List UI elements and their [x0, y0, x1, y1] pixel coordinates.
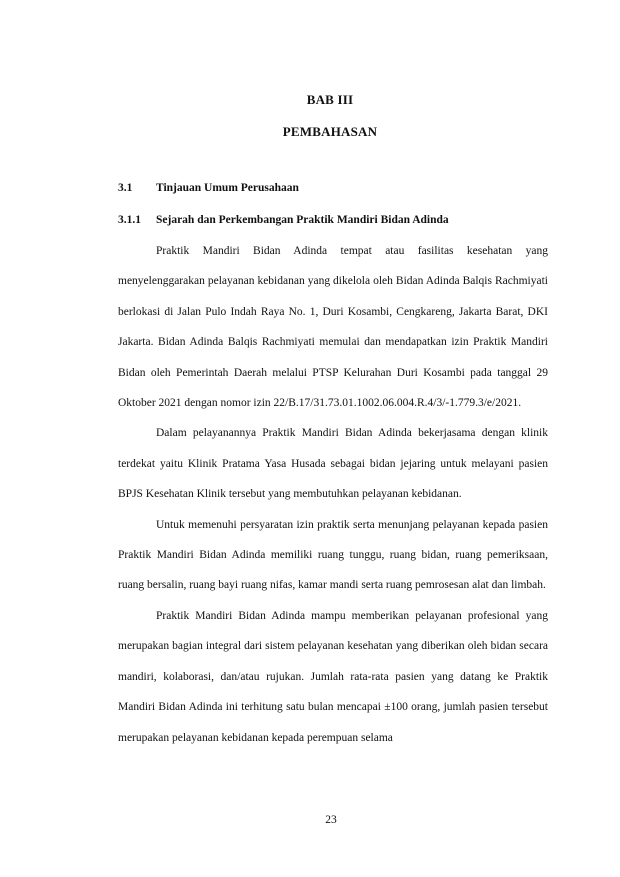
chapter-title: PEMBAHASAN: [282, 124, 378, 139]
section-title: Tinjauan Umum Perusahaan: [156, 182, 299, 194]
paragraph: Praktik Mandiri Bidan Adinda mampu memberikan pelayanan profesional yang merupakan bagian integral dari sistem pelayanan kesehatan yang diberikan oleh bidan secara mandiri, kolaborasi, dan/atau rujukan. Jumlah rata-rata pasien yang datang ke Praktik Mandiri Bidan Adinda ini terhitung satu bulan mencapai ±100 orang, jumlah pasien tersebut merupakan pelayanan kebidanan kepada perempuan selama: [118, 609, 548, 744]
section-number: 3.1: [118, 182, 133, 194]
paragraph: Praktik Mandiri Bidan Adinda tempat atau fasilitas kesehatan yang menyelenggarakan pelayanan kebidanan yang dikelola oleh Bidan Adinda Balqis Rachmiyati berlokasi di Jalan Pulo Indah Raya No. 1, Duri Kosambi, Cengkareng, Jakarta Barat, DKI Jakarta. Bidan Adinda Balqis Rachmiyati memulai dan mendapatkan izin Praktik Mandiri Bidan oleh Pemerintah Daerah melalui PTSP Kelurahan Duri Kosambi pada tanggal 29 Oktober 2021 dengan nomor izin 22/B.17/31.73.01.1002.06.004.R.4/3/-1.779.3/e/2021.: [118, 245, 548, 410]
section-heading-3-1-1: [118, 214, 548, 226]
body-text: [118, 236, 548, 753]
chapter-number: BAB III: [306, 92, 354, 107]
section-number: 3.1.1: [118, 214, 141, 226]
paragraph: Dalam pelayanannya Praktik Mandiri Bidan Adinda bekerjasama dengan klinik terdekat yaitu Klinik Pratama Yasa Husada sebagai bidan jejaring untuk melayani pasien BPJS Kesehatan Klinik tersebut yang membutuhkan pelayanan kebidanan.: [118, 427, 548, 501]
section-heading-3-1: [118, 182, 548, 194]
section-title: Sejarah dan Perkembangan Praktik Mandiri Bidan Adinda: [156, 214, 449, 226]
page-number: 23: [325, 814, 337, 826]
paragraph: Untuk memenuhi persyaratan izin praktik serta menunjang pelayanan kepada pasien Praktik Mandiri Bidan Adinda memiliki ruang tunggu, ruang bidan, ruang pemeriksaan, ruang bersalin, ruang bayi ruang nifas, kamar mandi serta ruang pemrosesan alat dan limbah.: [118, 518, 548, 592]
